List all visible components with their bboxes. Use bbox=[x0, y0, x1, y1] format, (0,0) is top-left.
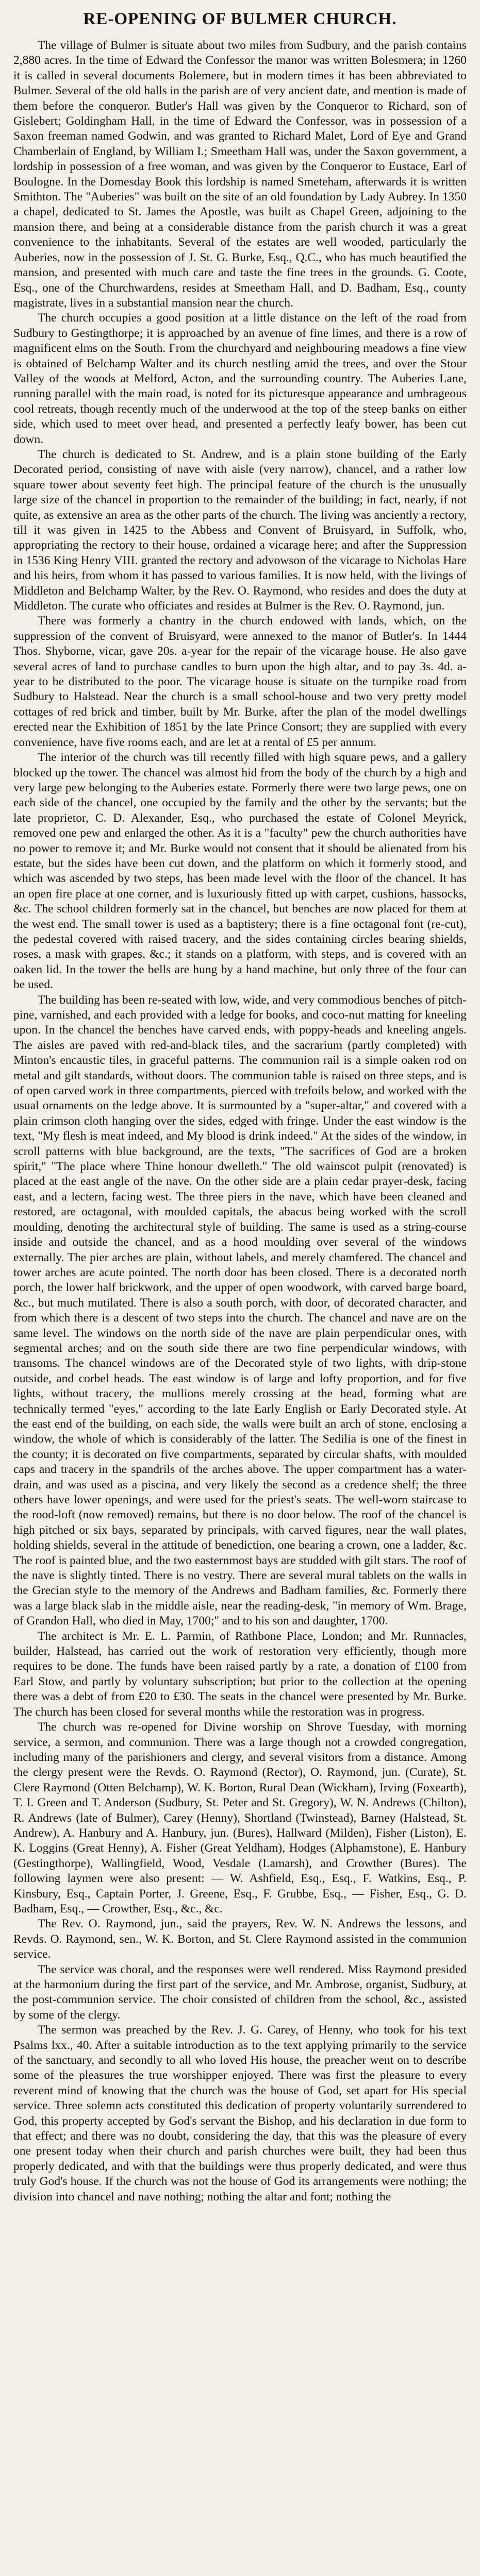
article-paragraph: The interior of the church was till recently filled with high square pews, and a gallery blocked up the tower. The chancel was almost hid from the body of the church by a high and very large pew belonging to the Auberies estate. Formerly there were two large pews, one on each side of the chancel, one occupied by the family and the other by the servants; but the late proprietor, C. D. Alexander, Esq., who purchased the estate of Colonel Meyrick, removed one pew and enlarged the other. As it is a "faculty" pew the church authorities have no power to remove it; and Mr. Burke would not consent that it should be alienated from his estate, but the sides have been cut down, and the platform on which it formerly stood, and which was ascended by two steps, has been made level with the floor of the chancel. It has an open fire place at one corner, and is luxuriously fitted up with carpet, cushions, hassocks, &c. The school children formerly sat in the chancel, but benches are now placed for them at the west end. The small tower is used as a baptistery; there is a fine octagonal font (re-cut), the pedestal covered with raised tracery, and the sides containing circles bearing shields, roses, a mask with grapes, &c.; it stands on a platform, with steps, and is covered with an oaken lid. In the tower the bells are hung by a hand machine, but only three of the four can be used. bbox=[13, 751, 467, 992]
article-headline: RE-OPENING OF BULMER CHURCH. bbox=[83, 10, 397, 28]
article-paragraph: The village of Bulmer is situate about two miles from Sudbury, and the parish contains 2,880 acres. In the time of Edward the Confessor the manor was written Bolesmera; in 1260 it is called in several documents Bolemere, but in modern times it has been abbreviated to Bulmer. Several of the old halls in the parish are of very ancient date, and mention is made of them before the conqueror. Butler's Hall was given by the Conqueror to Richard, son of Gislebert; Goldingham Hall, in the time of Edward the Confessor, was in possession of a Saxon freeman named Godwin, and was granted to Richard Malet, Lord of Eye and Grand Chamberlain of England, by William I.; Smeetham Hall was, under the Saxon government, a lordship in possession of a free woman, and was given by the Conqueror to Eustace, Earl of Boulogne. In the Domesday Book this lordship is named Smeteham, afterwards it is written Smithton. The "Auberies" was built on the site of an old foundation by Lady Aubrey. In 1350 a chapel, dedicated to St. James the Apostle, was built as Chapel Green, adjoining to the mansion there, and being at a considerable distance from the parish church it was a great convenience to the inhabitants. Several of the estates are well wooded, particularly the Auberies, now in the possession of J. St. G. Burke, Esq., Q.C., who has much beautified the mansion, and presented with much care and taste the fine trees in the grounds. G. Coote, Esq., one of the Churchwardens, resides at Smeetham Hall, and D. Badham, Esq., county magistrate, lives in a substantial mansion near the church. bbox=[13, 39, 467, 310]
article-paragraph: There was formerly a chantry in the church endowed with lands, which, on the suppression of the convent of Bruisyard, were annexed to the manor of Butler's. In 1444 Thos. Shyborne, vicar, gave 20s. a-year for the repair of the vicarage house. He also gave several acres of land to purchase candles to burn upon the high altar, and to pay 3s. 4d. a-year to be distributed to the poor. The vicarage house is situate on the turnpike road from Sudbury to Halstead. Near the church is a small school-house and two very pretty model cottages of red brick and timber, built by Mr. Burke, after the plan of the model dwellings erected near the Exhibition of 1851 by the late Prince Consort; they are supplied with every convenience, have five rooms each, and are let at a rental of £5 per annum. bbox=[13, 614, 467, 749]
article-paragraph: The church occupies a good position at a little distance on the left of the road from Sudbury to Gestingthorpe; it is approached by an avenue of fine limes, and there is a row of magnificent elms on the South. From the churchyard and neighbouring meadows a fine view is obtained of Belchamp Walter and its church nestling amid the trees, and over the Stour Valley of the woods at Melford, Acton, and the surrounding country. The Auberies Lane, running parallel with the main road, is noted for its picturesque appearance and umbrageous cool retreats, though recently much of the underwood at the top of the steep banks on either side, which used to meet over head, and presented a perfectly leafy bower, has been cut down. bbox=[13, 311, 467, 446]
article-body bbox=[13, 38, 467, 2205]
article-paragraph: The church was re-opened for Divine worship on Shrove Tuesday, with morning service, a sermon, and communion. There was a large though not a crowded congregation, including many of the parishioners and clergy, and several visitors from a distance. Among the clergy present were the Revds. O. Raymond (Rector), O. Raymond, jun. (Curate), St. Clere Raymond (Otten Belchamp), W. K. Borton, Rural Dean (Wickham), Irving (Foxearth), T. I. Green and T. Anderson (Sudbury, St. Peter and St. Gregory), W. N. Andrews (Chilton), R. Andrews (late of Bulmer), Carey (Henny), Shortland (Twinstead), Barney (Halstead, St. Andrew), A. Hanbury and A. Hanbury, jun. (Bures), Hallward (Milden), Fisher (Liston), E. K. Loggins (Great Henny), A. Fisher (Great Yeldham), Hodges (Alphamstone), E. Hanbury (Gestingthorpe), Wallingfield, Wood, Vesdale (Lamarsh), and Crowther (Bures). The following laymen were also present: — W. Ashfield, Esq., Esq., F. Watkins, Esq., P. Kinsbury, Esq., Captain Porter, J. Greene, Esq., F. Grubbe, Esq., — Fisher, Esq., G. D. Badham, Esq., — Crowther, Esq., &c., &c. bbox=[13, 1720, 467, 1916]
article-paragraph: The church is dedicated to St. Andrew, and is a plain stone building of the Early Decorated period, consisting of nave with aisle (very narrow), chancel, and a rather low square tower about seventy feet high. The principal feature of the church is the unusually large size of the chancel in proportion to the remainder of the building; in fact, nearly, if not quite, as extensive an area as the other parts of the church. The living was anciently a rectory, till it was given in 1425 to the Abbess and Convent of Bruisyard, in Suffolk, who, appropriating the rectory to their house, ordained a vicarage here; and after the Suppression in 1536 King Henry VIII. granted the rectory and advowson of the vicarage to Nicholas Hare and his heirs, from whom it has passed to various families. It is now held, with the livings of Middleton and Belchamp Walter, by the Rev. O. Raymond, who resides and does the duty at Middleton. The curate who officiates and resides at Bulmer is the Rev. O. Raymond, jun. bbox=[13, 447, 467, 613]
article-paragraph: The Rev. O. Raymond, jun., said the prayers, Rev. W. N. Andrews the lessons, and Revds. O. Raymond, sen., W. K. Borton, and St. Clere Raymond assisted in the communion service. bbox=[13, 1917, 467, 1961]
article-paragraph: The sermon was preached by the Rev. J. G. Carey, of Henny, who took for his text Psalms lxx., 40. After a suitable introduction as to the text applying primarily to the service of the sanctuary, and secondly to all who loved His house, the preacher went on to describe some of the pleasures the true worshipper enjoyed. There was first the pleasure to every reverent mind of knowing that the church was the house of God, set apart for His special service. Three solemn acts constituted this dedication of property voluntarily surrendered to God, this property accepted by God's servant the Bishop, and his declaration in due form to that effect; and there was no doubt, considering the day, that this was the pleasure of every one present today when their church and parish churches were built, they had been thus properly dedicated, and with that the buildings were thus properly dedicated, and were thus truly God's house. If the church was not the house of God its arrangements were nothing; the division into chancel and nave nothing; nothing the altar and font; nothing the bbox=[13, 2023, 467, 2204]
article-paragraph: The architect is Mr. E. L. Parmin, of Rathbone Place, London; and Mr. Runnacles, builder, Halstead, has carried out the work of restoration very efficiently, though more requires to be done. The funds have been raised partly by a rate, a donation of £100 from Earl Stow, and partly by voluntary subscription; but prior to the collection at the opening there was a debt of from £20 to £30. The seats in the chancel were presented by Mr. Burke. The church has been closed for several months while the restoration was in progress. bbox=[13, 1629, 467, 1719]
article-paragraph: The building has been re-seated with low, wide, and very commodious benches of pitch-pine, varnished, and each provided with a ledge for books, and coco-nut matting for kneeling upon. In the chancel the benches have carved ends, with poppy-heads and kneeling angels. The aisles are paved with red-and-black tiles, and the sacrarium (partly completed) with Minton's encaustic tiles, in graceful patterns. The communion rail is a simple oaken rod on metal and gilt standards, without doors. The communion table is raised on three steps, and is of open carved work in three compartments, pierced with trefoils below, and worked with the usual ornaments on the ledge above. It is surmounted by a "super-altar," and covered with a plain crimson cloth hanging over the sides, edged with fringe. Under the east window is the text, "My flesh is meat indeed, and My blood is drink indeed." At the sides of the window, in scroll patterns with blue background, are the texts, "The sacrifices of God are a broken spirit," "The place where Thine honour dwelleth." The old wainscot pulpit (renovated) is placed at the east angle of the nave. On the other side are a plain cedar prayer-desk, facing east, and a lectern, facing west. The three piers in the nave, which have been cleaned and restored, are octagonal, with moulded capitals, the abacus being worked with the scroll moulding, denoting the architectural style of building. The same is used as a string-course inside and outside the chancel, and as a hood moulding over several of the windows externally. The pier arches are plain, without labels, and merely chamfered. The chancel and tower arches are acute pointed. The north door has been closed. There is a decorated north porch, the lower half brickwork, and the upper of open woodwork, with carved barge board, &c., but much mutilated. There is also a south porch, with door, of decorated character, and from which there is a descent of two steps into the church. The chancel and nave are on the same level. The windows on the north side of the nave are plain perpendicular ones, with segmental arches; and on the south side there are two fine perpendicular windows, with transoms. The chancel windows are of the Decorated style of two lights, with drip-stone outside, and corbel heads. The east window is of large and lofty proportion, and for five lights, without tracery, the mullions merely crossing at the head, forming what are technically termed "eyes," according to the late Early English or Early Decorated style. At the east end of the building, on each side, the walls were built an arch of stone, enclosing a window, the whole of which is considerably of the latter. The Sedilia is one of the finest in the county; it is decorated on five compartments, separated by circular shafts, with moulded caps and tracery in the spandrils of the arches above. The upper compartment has a water-drain, and was used as a piscina, and very likely the second as a credence shelf; the three others have lower openings, and were used for the priest's seats. The well-worn staircase to the rood-loft (now removed) remains, but there is no door below. The roof of the chancel is high pitched or six bays, separated by principals, with carved figures, near the wall plates, holding shields, several in the attitude of benediction, one bearing a crown, one a ladder, &c. The roof is painted blue, and the two easternmost bays are studded with gilt stars. The roof of the nave is slightly tinted. There is no vestry. There are several mural tablets on the walls in the Grecian style to the memory of the Andrews and Badham families, &c. Formerly there was a large black slab in the middle aisle, near the reading-desk, "in memory of Wm. Brage, of Grandon Hall, who died in May, 1700;" and to his son and daughter, 1700. bbox=[13, 993, 467, 1628]
article-paragraph: The service was choral, and the responses were well rendered. Miss Raymond presided at the harmonium during the first part of the service, and Mr. Ambrose, organist, Sudbury, at the post-communion service. The choir consisted of children from the school, &c., assisted by some of the clergy. bbox=[13, 1962, 467, 2022]
